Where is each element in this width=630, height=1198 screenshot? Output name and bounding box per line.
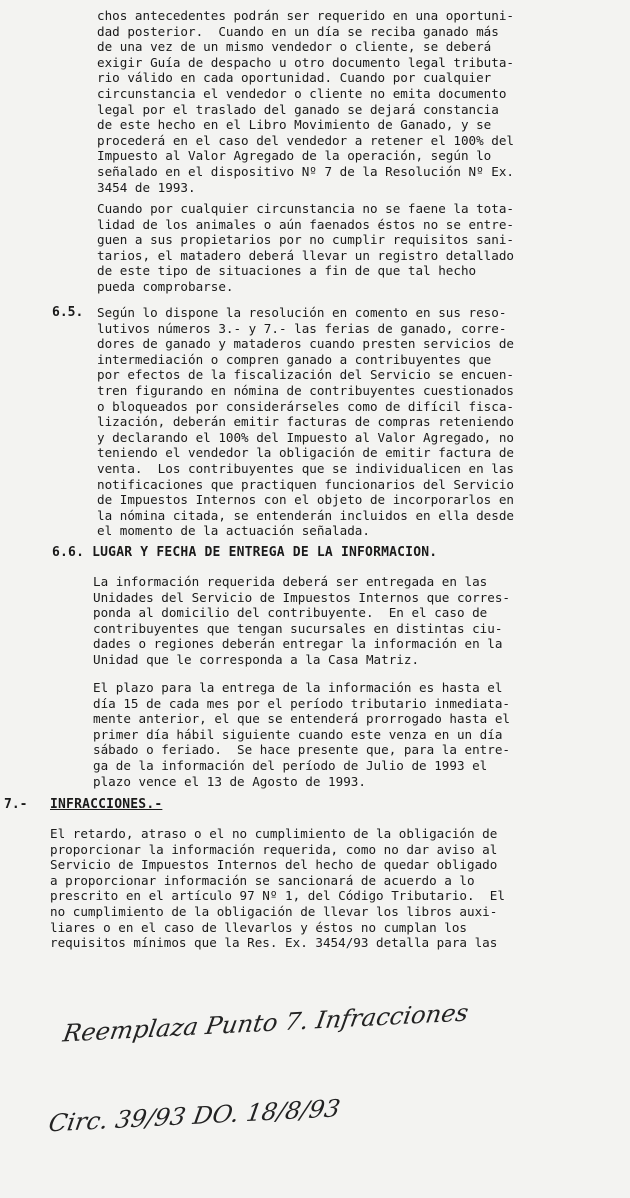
section-7-heading: INFRACCIONES.- [50,797,163,812]
text-line: ga de la información del período de Julio de 1993 el [93,757,488,773]
handwritten-line-2: Circ. 39/93 DO. 18/8/93 [46,1094,343,1138]
text-line: tren figurando en nómina de contribuyentes cuestionados [97,382,515,398]
section-6-5-number: 6.5. [52,305,84,320]
handwritten-note [37,938,480,1198]
text-line: la nómina citada, se entenderán incluidos en ella desde [97,507,515,523]
text-line: chos antecedentes podrán ser requerido en una oportuni- [97,8,515,23]
text-line: legal por el traslado del ganado se dejará constancia [97,101,499,117]
section-6-6-paragraph-1 [93,574,603,668]
text-line: requisitos mínimos que la Res. Ex. 3454/93 detalla para las [50,935,498,951]
text-line: exigir Guía de despacho u otro documento legal tributa- [97,54,515,70]
paragraph-faena [97,201,602,295]
text-line: Unidad que le corresponda a la Casa Matriz. [93,651,420,667]
text-line: sábado o feriado. Se hace presente que, para la entre- [93,742,511,758]
text-line: ponda al domicilio del contribuyente. En el caso de [93,605,488,621]
text-line: lidad de los animales o aún faenados éstos no se entre- [97,216,515,232]
text-line: liares o en el caso de llevarlos y éstos no cumplan los [50,919,468,935]
text-line: pueda comprobarse. [97,278,234,294]
text-line: por efectos de la fiscalización del Servicio se encuen- [97,367,515,383]
text-line: lutivos números 3.- y 7.- las ferias de ganado, corre- [97,320,507,336]
text-line: dores de ganado y mataderos cuando presten servicios de [97,336,515,352]
continued-paragraph [97,8,602,195]
text-line: de Impuestos Internos con el objeto de incorporarlos en [97,492,515,508]
text-line: o bloqueados por considerárseles como de difícil fisca- [97,398,515,414]
text-line: de una vez de un mismo vendedor o cliente, se deberá [97,39,492,55]
text-line: venta. Los contribuyentes que se individualicen en las [97,460,515,476]
text-line: rio válido en cada oportunidad. Cuando por cualquier [97,70,492,86]
text-line: guen a sus propietarios por no cumplir requisitos sani- [97,232,515,248]
text-line: notificaciones que practiquen funcionarios del Servicio [97,476,515,492]
text-line: de este hecho en el Libro Movimiento de Ganado, y se [97,117,492,133]
text-line: mente anterior, el que se entenderá prorrogado hasta el [93,711,511,727]
section-6-6-paragraph-2 [93,680,603,789]
text-line: circunstancia el vendedor o cliente no emita documento [97,85,507,101]
text-line: de este tipo de situaciones a fin de que tal hecho [97,263,477,279]
text-line: intermediación o compren ganado a contribuyentes que [97,351,492,367]
text-line: Unidades del Servicio de Impuestos Internos que corres- [93,589,511,605]
text-line: Según lo dispone la resolución en comento en sus reso- [97,305,507,320]
text-line: Impuesto al Valor Agregado de la operación, según lo [97,148,492,164]
text-line: El plazo para la entrega de la información es hasta el [93,680,503,695]
text-line: señalado en el dispositivo Nº 7 de la Resolución Nº Ex. [97,163,515,179]
text-line: a proporcionar información se sancionará de acuerdo a lo [50,872,475,888]
text-line: prescrito en el artículo 97 Nº 1, del Código Tributario. El [50,888,505,904]
text-line: y declarando el 100% del Impuesto al Valor Agregado, no [97,429,515,445]
text-line: proporcionar la información requerida, como no dar aviso al [50,841,498,857]
text-line: La información requerida deberá ser entregada en las [93,574,488,589]
section-7-number: 7.- [4,797,28,812]
text-line: lización, deberán emitir facturas de compras reteniendo [97,414,515,430]
text-line: día 15 de cada mes por el período tributario inmediata- [93,695,511,711]
text-line: tarios, el matadero deberá llevar un registro detallado [97,247,515,263]
text-line: Cuando por cualquier circunstancia no se faene la tota- [97,201,515,216]
text-line: dades o regiones deberán entregar la información en la [93,636,503,652]
section-6-6-heading: 6.6. LUGAR Y FECHA DE ENTREGA DE LA INFORMACION. [52,545,438,560]
text-line: contribuyentes que tengan sucursales en distintas ciu- [93,620,503,636]
section-6-5-text [97,305,602,539]
text-line: teniendo el vendedor la obligación de emitir factura de [97,445,515,461]
text-line: dad posterior. Cuando en un día se reciba ganado más [97,23,499,39]
text-line: 3454 de 1993. [97,179,196,195]
text-line: no cumplimiento de la obligación de llevar los libros auxi- [50,903,498,919]
text-line: plazo vence el 13 de Agosto de 1993. [93,773,366,789]
text-line: El retardo, atraso o el no cumplimiento de la obligación de [50,826,498,841]
text-line: procederá en el caso del vendedor a retener el 100% del [97,132,515,148]
text-line: primer día hábil siguiente cuando este venza en un día [93,726,503,742]
handwritten-line-1: Reemplaza Punto 7. Infracciones [61,998,471,1048]
text-line: Servicio de Impuestos Internos del hecho de quedar obligado [50,857,498,873]
section-7-text [50,826,605,951]
text-line: el momento de la actuación señalada. [97,523,370,539]
